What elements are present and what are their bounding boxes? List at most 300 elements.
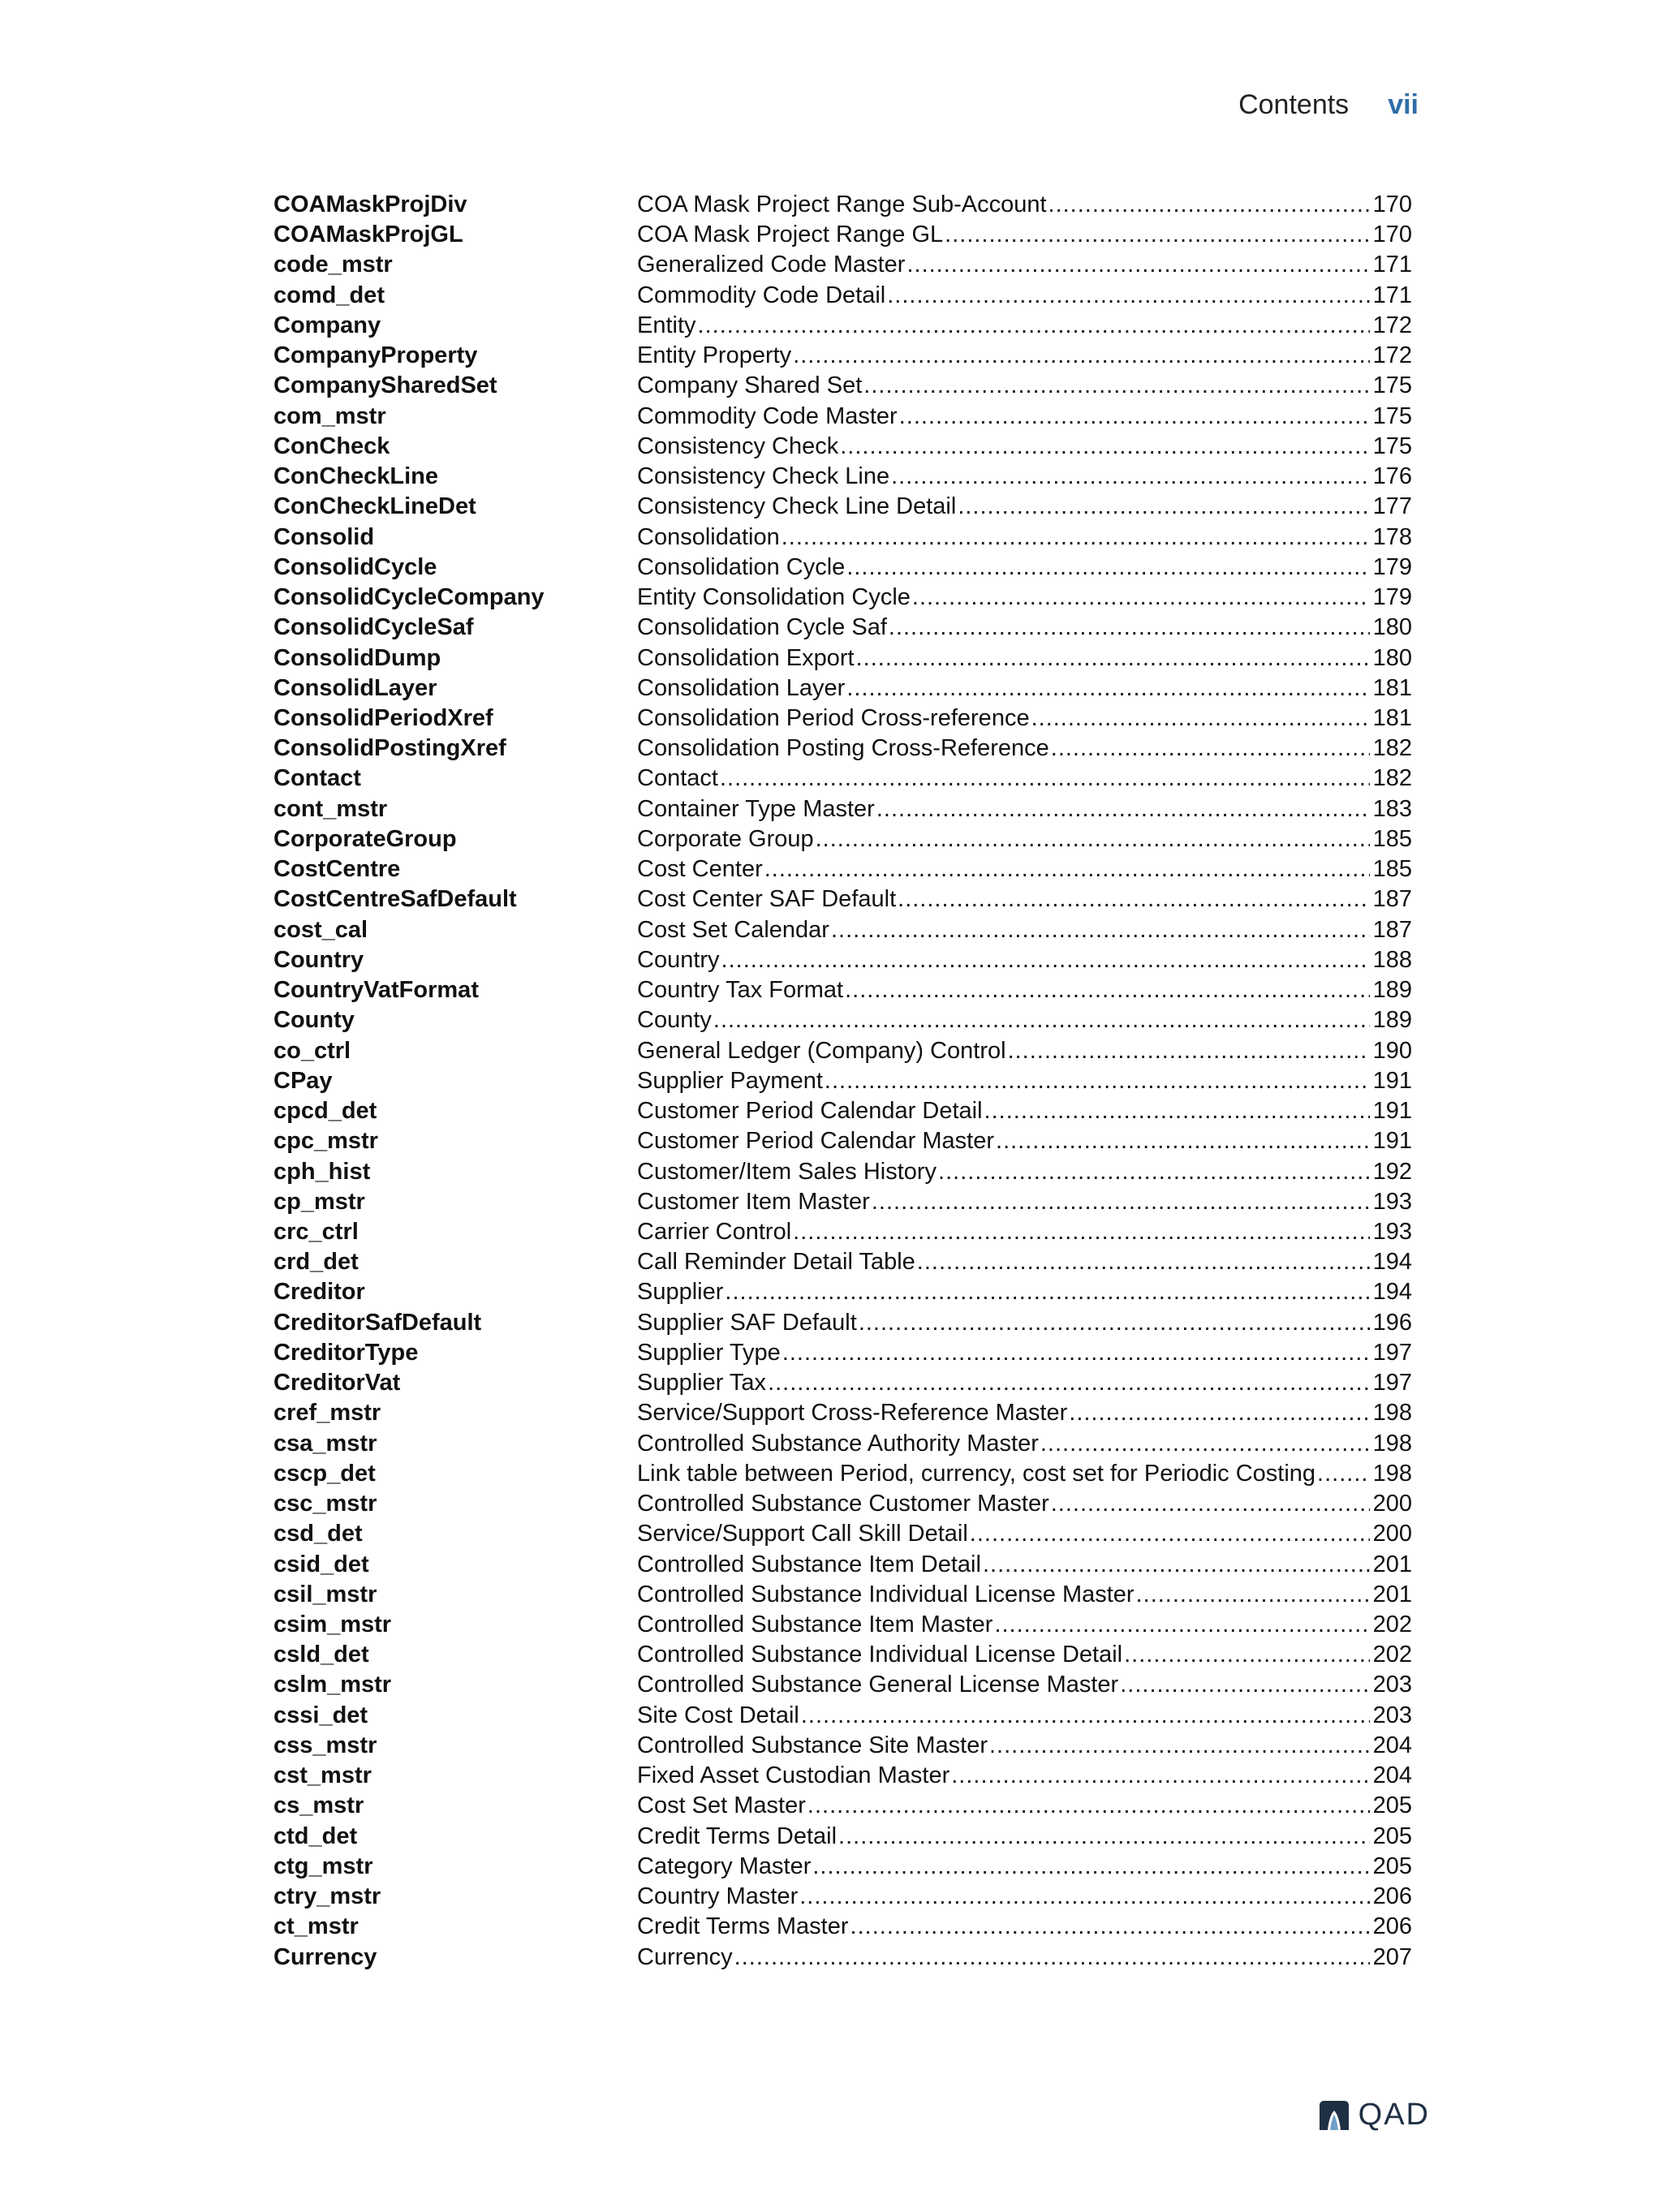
toc-entry-description: Controlled Substance Authority Master [637,1430,1039,1457]
toc-entry-page-number: 185 [1372,856,1412,883]
toc-entry-description: Service/Support Call Skill Detail [637,1521,968,1547]
toc-entry-description-group [637,1338,1370,1368]
toc-entry-page-number: 198 [1372,1430,1412,1457]
toc-entry[interactable] [273,794,1412,824]
toc-entry-description: Cost Set Master [637,1792,806,1819]
toc-entry-page-number: 206 [1372,1913,1412,1940]
toc-entry[interactable] [273,250,1412,280]
toc-entry-description-group [637,734,1370,764]
toc-entry-table-name: csc_mstr [273,1491,377,1517]
toc-entry-description: Category Master [637,1853,812,1879]
toc-entry-page-number: 188 [1372,946,1412,973]
toc-entry-description-group [637,432,1370,462]
toc-entry-page-number: 179 [1372,553,1412,580]
toc-dot-leader [793,1217,1369,1247]
toc-entry-description: COA Mask Project Range Sub-Account [637,192,1047,217]
toc-entry-table-name: cpc_mstr [273,1128,378,1155]
toc-entry-page-number: 190 [1372,1037,1412,1064]
toc-entry-description: Controlled Substance General License Master [637,1672,1119,1698]
toc-entry-description: Fixed Asset Custodian Master [637,1762,950,1789]
toc-dot-leader [876,794,1370,824]
toc-entry[interactable] [273,1459,1412,1489]
toc-entry[interactable] [273,734,1412,764]
toc-entry-description: Consolidation Cycle [637,553,846,580]
toc-entry-description-group [637,794,1370,824]
toc-dot-leader [850,1912,1370,1942]
toc-entry[interactable] [273,945,1412,975]
toc-entry-description-group [637,1882,1370,1912]
toc-entry-description-group [637,1036,1370,1066]
toc-dot-leader [816,824,1370,854]
toc-dot-leader [859,1308,1370,1338]
toc-dot-leader [872,1187,1370,1217]
toc-entry-description: Country [637,946,720,973]
toc-entry[interactable] [273,824,1412,854]
toc-dot-leader [938,1157,1370,1187]
toc-entry-page-number: 205 [1372,1853,1412,1879]
toc-entry-page-number: 172 [1372,312,1412,338]
toc-entry[interactable] [273,281,1412,311]
toc-entry-description: Controlled Substance Individual License Detail [637,1642,1123,1668]
toc-entry-table-name: Creditor [273,1279,365,1306]
toc-entry-table-name: CountryVatFormat [273,977,479,1004]
toc-entry-page-number: 204 [1372,1732,1412,1758]
toc-entry[interactable] [273,1398,1412,1428]
toc-entry-description-group [637,1519,1370,1549]
toc-entry-table-name: CreditorType [273,1339,419,1366]
toc-entry-page-number: 182 [1372,765,1412,792]
toc-entry-page-number: 176 [1372,463,1412,490]
toc-entry-page-number: 197 [1372,1339,1412,1366]
toc-entry-description-group [637,673,1370,704]
toc-entry-description-group [637,1096,1370,1126]
toc-entry-description: Controlled Substance Item Master [637,1612,993,1638]
toc-entry[interactable] [273,371,1412,401]
toc-dot-leader [840,432,1369,462]
toc-entry-table-name: Country [273,946,364,973]
toc-entry-table-name: cscp_det [273,1460,376,1487]
toc-dot-leader [863,371,1369,401]
toc-entry-description-group [637,1157,1370,1187]
toc-entry-table-name: co_ctrl [273,1037,351,1064]
toc-entry[interactable] [273,1247,1412,1277]
toc-entry-table-name: css_mstr [273,1732,377,1758]
toc-entry-page-number: 181 [1372,704,1412,731]
toc-entry-table-name: code_mstr [273,252,393,278]
toc-entry[interactable] [273,1852,1412,1882]
toc-entry-description-group [637,915,1370,945]
toc-entry-description-group [637,1822,1370,1852]
toc-entry-page-number: 182 [1372,735,1412,762]
toc-entry-page-number: 191 [1372,1098,1412,1125]
toc-entry[interactable] [273,1036,1412,1066]
toc-entry-description: Entity [637,312,696,338]
toc-dot-leader [845,975,1370,1005]
toc-entry[interactable] [273,1670,1412,1700]
toc-dot-leader [1069,1398,1369,1428]
toc-entry-page-number: 202 [1372,1642,1412,1668]
toc-dot-leader [887,281,1369,311]
toc-entry[interactable] [273,341,1412,371]
toc-dot-leader [1051,1489,1370,1519]
toc-entry-page-number: 175 [1372,402,1412,429]
toc-dot-leader [799,1882,1369,1912]
toc-entry-table-name: ConsolidPostingXref [273,735,506,762]
toc-entry-description: Cost Set Calendar [637,916,829,943]
toc-entry[interactable] [273,1338,1412,1368]
toc-entry[interactable] [273,1429,1412,1459]
toc-entry-page-number: 205 [1372,1823,1412,1849]
toc-entry-description: General Ledger (Company) Control [637,1037,1006,1064]
toc-entry-description: Call Reminder Detail Table [637,1249,915,1276]
toc-dot-leader [891,462,1370,492]
toc-entry-table-name: csim_mstr [273,1612,392,1638]
toc-entry[interactable] [273,492,1412,522]
toc-entry-table-name: CostCentreSafDefault [273,886,517,913]
toc-dot-leader [1048,190,1370,220]
toc-entry-description: Supplier Tax [637,1370,767,1396]
toc-entry-description: Controlled Substance Customer Master [637,1491,1049,1517]
toc-entry-description: Consolidation Posting Cross-Reference [637,735,1049,762]
toc-entry-table-name: CompanySharedSet [273,372,497,399]
toc-entry-page-number: 187 [1372,886,1412,913]
toc-entry-table-name: ctd_det [273,1823,358,1849]
toc-entry-description-group [637,1005,1370,1035]
toc-entry-description: Consolidation [637,523,780,550]
toc-entry[interactable] [273,915,1412,945]
toc-entry-description-group [637,1398,1370,1428]
toc-dot-leader [1120,1670,1369,1700]
toc-entry-table-name: ConCheckLine [273,463,439,490]
toc-entry[interactable] [273,1580,1412,1610]
toc-entry-description: Link table between Period, currency, cost set for Periodic Costing [637,1460,1316,1487]
toc-entry-page-number: 203 [1372,1672,1412,1698]
toc-entry[interactable] [273,764,1412,794]
toc-entry-description: Consolidation Period Cross-reference [637,704,1030,731]
toc-entry-description: Company Shared Set [637,372,863,399]
toc-dot-leader [782,1338,1370,1368]
toc-entry[interactable] [273,402,1412,432]
toc-entry-description: Credit Terms Master [637,1913,849,1940]
toc-entry-description-group [637,462,1370,492]
toc-entry-description-group [637,884,1370,914]
toc-entry-page-number: 179 [1372,584,1412,611]
toc-entry-table-name: com_mstr [273,402,386,429]
toc-entry-description-group [637,402,1370,432]
toc-entry[interactable] [273,975,1412,1005]
toc-entry-description-group [637,190,1370,220]
toc-entry-description-group [637,613,1370,643]
toc-entry-description-group [637,1126,1370,1156]
toc-entry[interactable] [273,704,1412,734]
toc-dot-leader [838,1822,1370,1852]
toc-entry-table-name: Consolid [273,523,375,550]
toc-entry-description: Generalized Code Master [637,252,906,278]
toc-entry-table-name: ConCheckLineDet [273,493,476,520]
toc-entry-description-group [637,1610,1370,1640]
toc-entry-description: Entity Consolidation Cycle [637,584,911,611]
toc-entry-page-number: 183 [1372,795,1412,822]
toc-entry[interactable] [273,220,1412,250]
toc-dot-leader [970,1519,1370,1549]
toc-entry-table-name: ctry_mstr [273,1883,381,1910]
toc-dot-leader [984,1096,1370,1126]
toc-entry[interactable] [273,1005,1412,1035]
toc-entry[interactable] [273,523,1412,553]
toc-entry-description-group [637,1761,1370,1791]
toc-entry[interactable] [273,643,1412,673]
toc-entry[interactable] [273,311,1412,341]
toc-entry-description: Cost Center [637,856,763,883]
toc-entry-table-name: ConsolidCycle [273,553,437,580]
toc-entry[interactable] [273,462,1412,492]
toc-dot-leader [698,311,1370,341]
toc-entry-table-name: ConsolidCycleSaf [273,614,474,641]
toc-entry[interactable] [273,1187,1412,1217]
toc-entry-page-number: 194 [1372,1279,1412,1306]
toc-entry[interactable] [273,884,1412,914]
toc-dot-leader [831,915,1370,945]
toc-entry[interactable] [273,1489,1412,1519]
toc-entry-description-group [637,1489,1370,1519]
toc-entry-table-name: csil_mstr [273,1581,377,1607]
toc-entry-table-name: CompanyProperty [273,342,478,369]
toc-entry-table-name: Currency [273,1943,377,1970]
toc-entry[interactable] [273,1096,1412,1126]
toc-entry-page-number: 198 [1372,1400,1412,1427]
toc-entry[interactable] [273,553,1412,583]
toc-dot-leader [807,1791,1370,1821]
toc-entry[interactable] [273,613,1412,643]
toc-entry-page-number: 187 [1372,916,1412,943]
toc-entry[interactable] [273,1701,1412,1731]
toc-entry-description: County [637,1007,712,1034]
toc-entry-table-name: Contact [273,765,361,792]
toc-entry-description: Customer/Item Sales History [637,1158,937,1185]
toc-entry-page-number: 175 [1372,433,1412,459]
toc-dot-leader [951,1761,1369,1791]
toc-entry-description: Controlled Substance Item Detail [637,1551,981,1577]
toc-entry-description-group [637,583,1370,613]
toc-entry-description-group [637,1580,1370,1610]
toc-entry-description-group [637,553,1370,583]
toc-entry-table-name: COAMaskProjDiv [273,192,467,217]
toc-dot-leader [856,643,1370,673]
toc-entry-description-group [637,1670,1370,1700]
running-header [1238,89,1419,121]
toc-dot-leader [989,1731,1370,1761]
toc-entry-description: Cost Center SAF Default [637,886,897,913]
toc-entry-page-number: 200 [1372,1521,1412,1547]
toc-entry[interactable] [273,1066,1412,1096]
toc-entry[interactable] [273,1368,1412,1398]
toc-entry-description: Consolidation Layer [637,674,846,701]
toc-entry-description-group [637,1640,1370,1670]
toc-dot-leader [721,945,1370,975]
toc-entry-description-group [637,824,1370,854]
qad-logo [1316,2098,1430,2132]
toc-entry-table-name: csld_det [273,1642,369,1668]
toc-entry-description-group [637,1217,1370,1247]
toc-entry-page-number: 200 [1372,1491,1412,1517]
toc-entry[interactable] [273,1157,1412,1187]
toc-entry[interactable] [273,1519,1412,1549]
toc-entry[interactable] [273,1791,1412,1821]
toc-entry[interactable] [273,1308,1412,1338]
toc-entry-page-number: 198 [1372,1460,1412,1487]
toc-entry-description: Country Tax Format [637,977,844,1004]
toc-entry-page-number: 170 [1372,192,1412,217]
qad-logo-icon [1316,2099,1352,2132]
toc-entry-table-name: crc_ctrl [273,1218,359,1245]
toc-entry-description: Consolidation Export [637,644,855,671]
toc-entry-page-number: 192 [1372,1158,1412,1185]
toc-entry-table-name: County [273,1007,355,1034]
toc-entry-description-group [637,945,1370,975]
toc-entry-description-group [637,1731,1370,1761]
toc-entry-page-number: 172 [1372,342,1412,369]
toc-entry-page-number: 196 [1372,1309,1412,1336]
toc-entry-page-number: 175 [1372,372,1412,399]
toc-entry-page-number: 191 [1372,1067,1412,1094]
toc-entry-table-name: cssi_det [273,1702,368,1728]
toc-entry-table-name: cref_mstr [273,1400,381,1427]
toc-entry-page-number: 178 [1372,523,1412,550]
toc-entry-description: Contact [637,765,718,792]
toc-dot-leader [1124,1640,1370,1670]
toc-entry-description-group [637,1701,1370,1731]
toc-entry-description: Customer Period Calendar Detail [637,1098,983,1125]
toc-entry[interactable] [273,1277,1412,1307]
toc-entry-description-group [637,1912,1370,1942]
table-of-contents [273,190,1412,1973]
toc-entry[interactable] [273,1126,1412,1156]
toc-entry-description-group [637,1791,1370,1821]
toc-entry-description: Customer Period Calendar Master [637,1128,995,1155]
toc-entry-description-group [637,523,1370,553]
toc-entry-description-group [637,764,1370,794]
toc-entry-description: Commodity Code Master [637,402,898,429]
toc-entry-table-name: csid_det [273,1551,369,1577]
toc-entry-description-group [637,1943,1370,1973]
toc-dot-leader [825,1066,1370,1096]
toc-entry-table-name: cph_hist [273,1158,371,1185]
section-title: Contents [1238,89,1350,120]
qad-logo-text: QAD [1358,2098,1430,2132]
toc-dot-leader [1051,734,1370,764]
toc-entry-table-name: ConsolidCycleCompany [273,584,545,611]
toc-dot-leader [945,220,1369,250]
toc-dot-leader [906,250,1369,280]
toc-entry-page-number: 204 [1372,1762,1412,1789]
toc-entry-table-name: ct_mstr [273,1913,359,1940]
toc-entry-description-group [637,1066,1370,1096]
toc-entry[interactable] [273,432,1412,462]
toc-entry-description: Controlled Substance Site Master [637,1732,988,1758]
toc-dot-leader [898,884,1369,914]
toc-entry[interactable] [273,1912,1412,1942]
toc-entry[interactable] [273,1217,1412,1247]
toc-dot-leader [1008,1036,1370,1066]
toc-entry[interactable] [273,1943,1412,1973]
toc-entry-description: Currency [637,1943,733,1970]
toc-entry-page-number: 180 [1372,614,1412,641]
toc-entry-description: Consistency Check [637,433,839,459]
toc-entry-page-number: 171 [1372,252,1412,278]
toc-dot-leader [994,1610,1369,1640]
toc-entry-description-group [637,1550,1370,1580]
toc-entry[interactable] [273,1640,1412,1670]
toc-entry[interactable] [273,1882,1412,1912]
toc-entry-description-group [637,1368,1370,1398]
toc-entry[interactable] [273,673,1412,704]
toc-entry-table-name: csd_det [273,1521,363,1547]
toc-entry-page-number: 205 [1372,1792,1412,1819]
toc-entry[interactable] [273,1822,1412,1852]
toc-entry-page-number: 207 [1372,1943,1412,1970]
toc-entry-table-name: ConsolidLayer [273,674,437,701]
toc-entry[interactable] [273,854,1412,884]
toc-dot-leader [768,1368,1370,1398]
toc-entry-page-number: 197 [1372,1370,1412,1396]
toc-entry-description-group [637,281,1370,311]
toc-entry-page-number: 193 [1372,1188,1412,1215]
toc-dot-leader [801,1701,1370,1731]
toc-entry[interactable] [273,1731,1412,1761]
toc-dot-leader [764,854,1370,884]
toc-entry-table-name: crd_det [273,1249,359,1276]
toc-entry[interactable] [273,1550,1412,1580]
toc-entry-description-group [637,643,1370,673]
toc-entry-description: Customer Item Master [637,1188,870,1215]
toc-entry-table-name: ConsolidPeriodXref [273,704,493,731]
toc-entry-description-group [637,250,1370,280]
toc-entry-description: Container Type Master [637,795,875,822]
toc-entry-page-number: 194 [1372,1249,1412,1276]
toc-entry[interactable] [273,1610,1412,1640]
toc-entry-table-name: ctg_mstr [273,1853,373,1879]
toc-entry-description: Country Master [637,1883,799,1910]
toc-entry-page-number: 201 [1372,1551,1412,1577]
toc-entry-description-group [637,704,1370,734]
toc-entry-description-group [637,1308,1370,1338]
toc-entry[interactable] [273,1761,1412,1791]
toc-entry[interactable] [273,583,1412,613]
toc-entry-description: COA Mask Project Range GL [637,222,944,248]
toc-entry-page-number: 193 [1372,1218,1412,1245]
toc-dot-leader [734,1943,1370,1973]
toc-entry-description: Supplier SAF Default [637,1309,857,1336]
toc-entry-page-number: 203 [1372,1702,1412,1728]
toc-entry-page-number: 191 [1372,1128,1412,1155]
toc-entry-description-group [637,220,1370,250]
toc-dot-leader [720,764,1370,794]
toc-dot-leader [781,523,1370,553]
toc-entry-table-name: cs_mstr [273,1792,364,1819]
toc-entry-description-group [637,1247,1370,1277]
toc-dot-leader [1136,1580,1370,1610]
toc-entry-description: Service/Support Cross-Reference Master [637,1400,1068,1427]
toc-entry-description: Carrier Control [637,1218,792,1245]
toc-entry-description-group [637,854,1370,884]
toc-dot-leader [996,1126,1370,1156]
toc-entry-description: Consistency Check Line Detail [637,493,957,520]
toc-entry-description-group [637,1459,1370,1489]
toc-entry-description: Corporate Group [637,825,814,852]
toc-entry[interactable] [273,190,1412,220]
toc-dot-leader [1040,1429,1370,1459]
toc-entry-description: Consistency Check Line [637,463,890,490]
